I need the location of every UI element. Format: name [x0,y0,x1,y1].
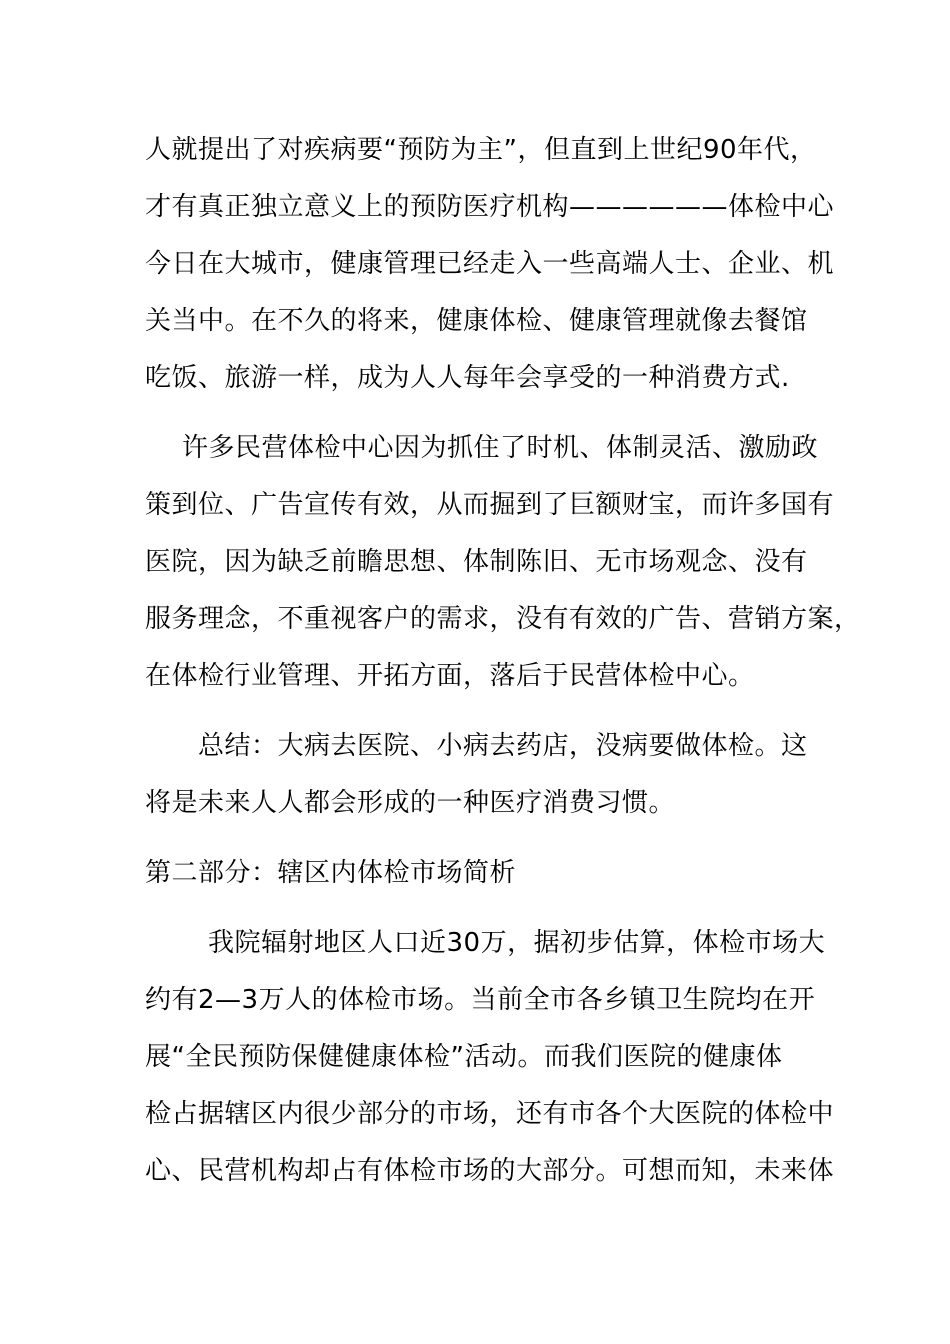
section-heading: 第二部分：辖区内体检市场简析 [145,858,517,888]
summary-first-line: 总结：大病去医院、小病去药店，没病要做体检。这 [198,731,808,761]
text-line: 关当中。在不久的将来，健康体检、健康管理就像去餐馆 [145,306,808,336]
text-line: 将是未来人人都会形成的一种医疗消费习惯。 [145,788,676,818]
text-line: 服务理念，不重视客户的需求，没有有效的广告、营销方案， [145,604,861,634]
paragraph-first-line: 许多民营体检中心因为抓住了时机、体制灵活、激励政 [182,433,819,463]
text-line: 人就提出了对疾病要“预防为主”，但直到上世纪90年代， [145,135,817,165]
text-line: 才有真正独立意义上的预防医疗机构——————体检中心 [145,192,835,222]
text-line: 心、民营机构却占有体检市场的大部分。可想而知，未来体 [145,1156,835,1186]
text-line: 在体检行业管理、开拓方面，落后于民营体检中心。 [145,661,755,691]
text-line: 今日在大城市，健康管理已经走入一些高端人士、企业、机 [145,249,835,279]
text-line: 医院，因为缺乏前瞻思想、体制陈旧、无市场观念、没有 [145,547,808,577]
text-line: 吃饭、旅游一样，成为人人每年会享受的一种消费方式. [145,363,790,393]
text-line: 展“全民预防保健健康体检”活动。而我们医院的健康体 [145,1042,783,1072]
text-line: 检占据辖区内很少部分的市场，还有市各个大医院的体检中 [145,1099,835,1129]
text-line: 策到位、广告宣传有效，从而掘到了巨额财宝，而许多国有 [145,490,835,520]
text-line: 约有2—3万人的体检市场。当前全市各乡镇卫生院均在开 [145,985,816,1015]
paragraph-first-line: 我院辐射地区人口近30万，据初步估算，体检市场大 [208,928,826,958]
